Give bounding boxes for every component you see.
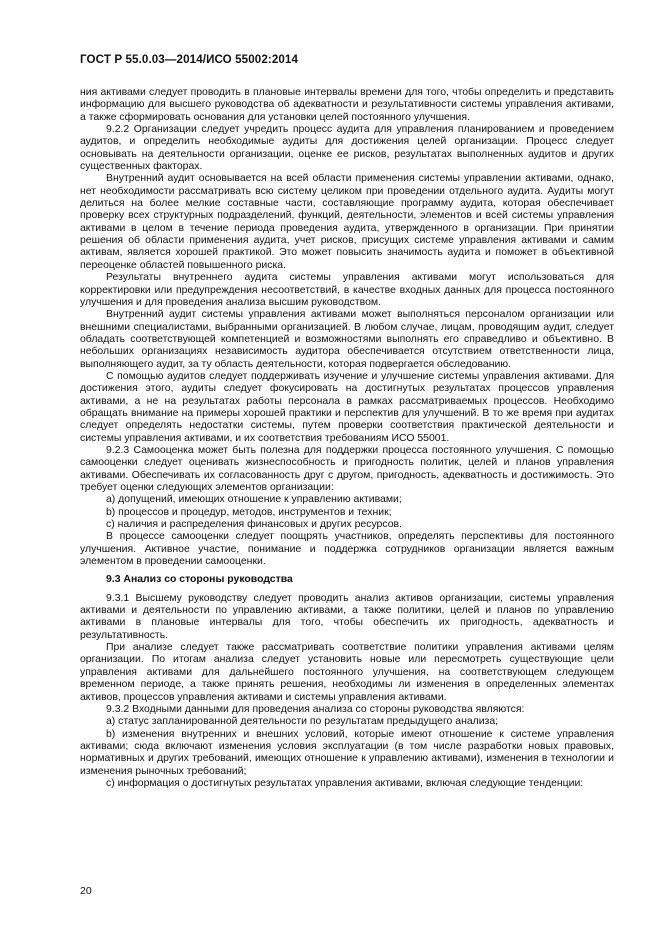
paragraph: ния активами следует проводить в плановые интервалы времени для того, чтобы определить и представить информацию для высшего руководства об адекватности и результативности системы управления активами, а также сформировать основания для установки целей постоянного улучшения. (80, 87, 614, 123)
list-item: a) статус запланированной деятельности по результатам предыдущего анализа; (106, 716, 499, 728)
page-number: 20 (80, 885, 92, 897)
list-item: b) процессов и процедур, методов, инструментов и техник; (106, 506, 392, 518)
standard-header: ГОСТ Р 55.0.03—2014/ИСО 55002:2014 (80, 53, 299, 66)
list-item: c) наличия и распределения финансовых и других ресурсов. (106, 519, 402, 531)
paragraph: В процессе самооценки следует поощрять участников, определять перспективы для постоянного улучшения. Активное участие, понимание и поддержка сотрудников организации является важным элементом в проведении самооценки. (80, 531, 614, 568)
list-item: c) информация о достигнутых результатах управления активами, включая следующие тенденции: (106, 777, 584, 789)
list-item: b) изменения внутренних и внешних условий, которые имеют отношение к системе управления активами; сюда включают изменения условия эксплуатации (в том числе разработки новых правовых, нормативных и других требований, имеющих отношение к управлению активами), изменения в технологии и изменения рыночных требований; (80, 728, 614, 777)
list-item: a) допущений, имеющих отношение к управлению активами; (106, 494, 402, 506)
body-text (80, 87, 614, 790)
section-heading: 9.3 Анализ со стороны руководства (106, 574, 293, 586)
paragraph: 9.3.2 Входными данными для проведения анализа со стороны руководства являются: (106, 703, 525, 715)
paragraph: Результаты внутреннего аудита системы управления активами могут использоваться для корректировки или предупреждения несоответствий, в качестве входных данных для процесса постоянного улучшения и для проведения анализа высшим руководством. (80, 272, 614, 308)
paragraph: 9.2.3 Самооценка может быть полезна для поддержки процесса постоянного улучшения. С помощью самооценки следует оценивать жизнеспособность и пригодность политик, целей и планов управления активами. Обеспечивать их согласованность друг с другом, пригодность, адекватность и достижимость. Это требует оценки следующих элементов организации: (80, 444, 614, 493)
paragraph: 9.2.2 Организации следует учредить процесс аудита для управления планированием и проведением аудитов, и определить необходимые аудиты для достижения целей организации. Процесс следует основывать на деятельности организации, оценке ее рисков, результатах выполненных аудитов и других существенных факторах. (80, 124, 614, 173)
paragraph: С помощью аудитов следует поддерживать изучение и улучшение системы управления активами. Для достижения этого, аудиты следует фокусировать на достигнутых результатах процессов управления активами, а не на результатах работы персонала в рамках рассматриваемых процессов. Необходимо обращать внимание на примеры хорошей практики и перспектив для улучшений. В то же время при аудитах следует определять недостатки системы, путем проверки соответствия практической деятельности и системы управления активами, и их соответствия требованиям ИСО 55001. (80, 370, 614, 444)
paragraph: Внутренний аудит системы управления активами может выполняться персоналом организации или внешними специалистами, выбранными организацией. В любом случае, лицам, проводящим аудит, следует обладать соответствующей компетенцией и возможностями выполнять его справедливо и объективно. В небольших организациях независимость аудитора обеспечивается отсутствием ответственности лица, выполняющего аудит, за ту область деятельности, которая подвергается обследованию. (80, 309, 614, 370)
paragraph: При анализе следует также рассматривать соответствие политики управления активами целям организации. По итогам анализа следует установить новые или пересмотреть существующие цели управления активами для дальнейшего постоянного улучшения, на соответствующем следующем временном периоде, а также принять решения, необходимы ли изменения в определенных элементах активов, процессов управления активами и системы управления активами. (80, 642, 614, 703)
paragraph: 9.3.1 Высшему руководству следует проводить анализ активов организации, системы управления активами и деятельности по управлению активами, а также политики, целей и планов по управлению активами в плановые интервалы для того, чтобы обеспечить их пригодность, адекватность и результативность. (80, 592, 614, 641)
paragraph: Внутренний аудит основывается на всей области применения системы управлении активами, однако, нет необходимости рассматривать всю систему целиком при проведении отдельного аудита. Аудиты могут делиться на более мелкие составные части, составляющие программу аудита, которая обеспечивает проверку всех структурных подразделений, функций, деятельности, элементов и всей системы управления активами в целом в течение периода проведения аудита, утвержденного в организации. При принятии решения об области применения аудита, учет рисков, присущих системе управления активами и самим активам, является хорошей практикой. Это может повысить значимость аудита и поможет в объективной переоценке областей повышенного риска. (80, 173, 614, 271)
